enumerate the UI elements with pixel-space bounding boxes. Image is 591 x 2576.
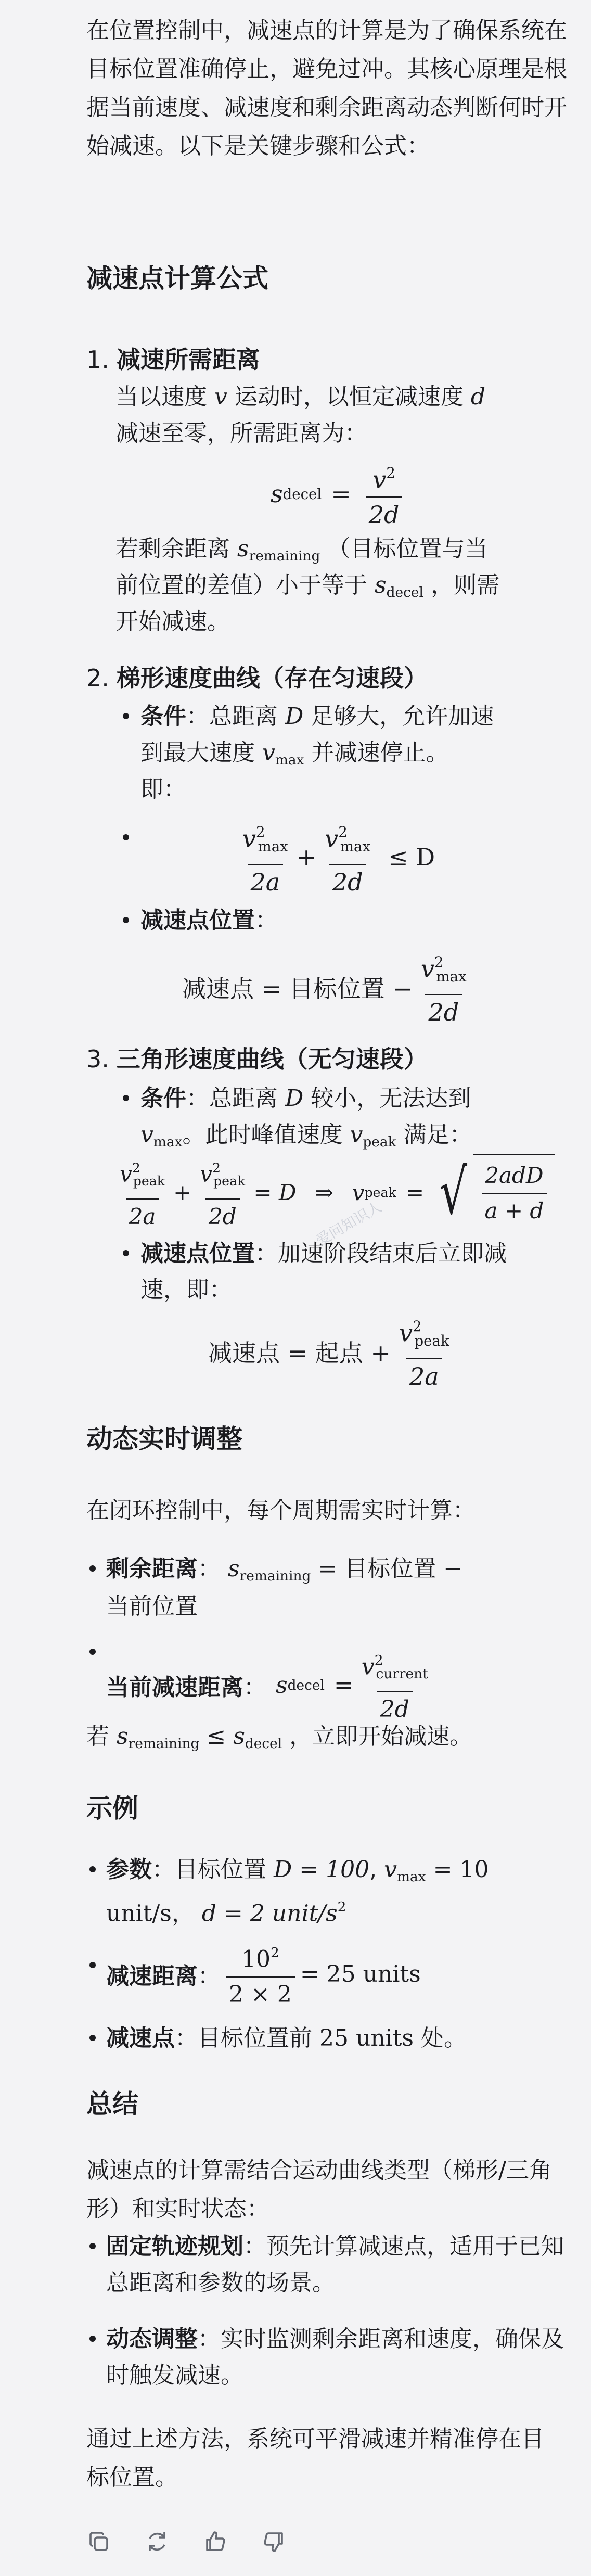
num: v (361, 1653, 375, 1680)
sub: peak (213, 1174, 246, 1189)
den: 2d (329, 864, 366, 897)
den: 2a (126, 1198, 159, 1232)
sup: 2 (256, 823, 265, 840)
summary-paragraph: 减速点的计算需结合运动曲线类型（梯形/三角形）和实时状态： (86, 2157, 552, 2222)
label: 剩余距离 (106, 1555, 198, 1582)
label: 动态调整 (106, 2326, 198, 2352)
num: v (200, 1161, 213, 1187)
text: ：加速阶段结束后立即减 (255, 1240, 507, 1267)
step-3-number: 3. (86, 1045, 109, 1073)
step-1-line2: 减速至零，所需距离为： (115, 420, 367, 447)
dynamic-condition (86, 1717, 575, 1763)
step-2-title-text: 梯形速度曲线（存在匀速段） (116, 664, 428, 692)
step-1-title-text: 减速所需距离 (116, 346, 260, 374)
copy-icon[interactable] (86, 2529, 111, 2554)
sub: peak (363, 1133, 396, 1150)
num: 2adD (485, 1162, 544, 1188)
text: ：实时监测剩余距离和速度，确保及时触发减速。 (106, 2326, 564, 2389)
sup: 2 (386, 464, 395, 481)
var-d: d (470, 384, 486, 410)
bullet-dot (123, 713, 129, 719)
sub: decel (282, 485, 322, 503)
text: 前位置的差值）小于等于 (115, 572, 367, 598)
var-s: s (375, 572, 387, 598)
sup: 2 (338, 823, 348, 840)
num: v (399, 1319, 413, 1347)
den: 2 × 2 (226, 1976, 295, 2010)
heading-dynamic: 动态实时调整 (86, 1424, 242, 1454)
den: 2a (248, 864, 284, 897)
heading-decel-formula: 减速点计算公式 (86, 263, 268, 294)
text: ，立即开始减速。 (289, 1723, 473, 1750)
var-v: v (214, 384, 227, 410)
fraction (117, 1153, 168, 1232)
example-params-line1: 参数：目标位置 D = 100, $v_{max} = 10$ (106, 1856, 489, 1885)
sub: max (153, 1133, 183, 1150)
formula-triangle-decel-point (208, 1311, 458, 1392)
step-1-condition-line3: 开始减速。 (115, 608, 230, 635)
colon: ： (255, 907, 278, 934)
label: 减速距离 (106, 1963, 198, 1990)
implies-arrow: ⇒ (315, 1180, 333, 1206)
text: ：预先计算减速点，适用于已知总距离和参数的场景。 (106, 2233, 564, 2296)
sub: max (396, 1868, 426, 1885)
fraction (197, 1153, 248, 1232)
sub: remaining (128, 1735, 200, 1752)
sup: 2 (271, 1945, 279, 1961)
summary-fixed-planning (106, 2228, 564, 2301)
var-D: D (285, 1085, 304, 1112)
sub: remaining (239, 1567, 311, 1584)
bullet-dot (89, 1649, 96, 1655)
text: 处。 (420, 2025, 467, 2051)
text: （目标位置与当 (327, 535, 488, 562)
watermark: 爱问知识人 (313, 1198, 385, 1249)
sup: 2 (374, 1652, 383, 1668)
fraction (322, 817, 374, 897)
sub: decel (386, 584, 423, 601)
label: 减速点 (106, 2025, 175, 2051)
formula-triangle-peak: $\frac{v^2_{peak}}{2a}$ + $\frac{v^2_{peak}}{2d}$ = D ⇒ v peak = √ $\frac{\text{2adD}}{a + d}$ (111, 1153, 555, 1232)
square-root: √ $\frac{\text{2adD}}{a + d}$ (433, 1154, 555, 1232)
sub: peak (414, 1332, 449, 1349)
bullet-dot (89, 1565, 96, 1572)
var-s: s (276, 1672, 288, 1699)
var-D: D (285, 703, 304, 730)
text: 到最大速度 (140, 739, 255, 766)
value: = 10 (433, 1856, 489, 1883)
sup: 2 (337, 1899, 346, 1915)
lhs: 减速点 = 目标位置 − (182, 974, 413, 1003)
sub: decel (245, 1735, 282, 1752)
text: 较小，无法达到 (311, 1085, 471, 1112)
label: 减速点位置 (140, 1240, 255, 1267)
text: 若剩余距离 (115, 535, 230, 562)
sub: current (376, 1666, 428, 1682)
num: v (242, 824, 256, 853)
bullet-dot (123, 917, 129, 923)
var-s: s (228, 1555, 240, 1582)
label: 条件 (140, 703, 186, 730)
bullet-dot (123, 1095, 129, 1101)
step-2-title (86, 660, 428, 696)
formula-trapezoid-decel-point (182, 947, 475, 1027)
bullet-dot (89, 1866, 96, 1872)
eq: = D (253, 1180, 297, 1206)
dynamic-current-decel: 当前减速距离 ： s decel = $\frac{v^2_{current}}{2d}$ (106, 1646, 436, 1725)
thumbs-down-icon[interactable] (261, 2529, 286, 2554)
text: ：目标位置 (152, 1856, 266, 1883)
text: 足够大，允许加速 (311, 703, 494, 730)
text: 满足： (403, 1121, 472, 1148)
rhs: = 25 units (300, 1960, 421, 1987)
step-3-decel-point-line1 (140, 1235, 567, 1272)
den: 2d (205, 1198, 240, 1232)
formula-s-decel: s decel = $\frac{v^2}{2d}$ (271, 458, 407, 530)
num: v (325, 824, 339, 853)
label: 固定轨迹规划 (106, 2233, 243, 2260)
summary-dynamic-adjust (106, 2321, 564, 2394)
dynamic-current-position: 当前位置 (106, 1593, 198, 1619)
example-decel-distance: 减速距离 ： $\frac{10^2}{2 \times 2}$ = 25 units (106, 1938, 421, 2010)
action-bar (86, 2529, 286, 2554)
step-2-condition-line1 (140, 698, 567, 735)
fraction (418, 947, 470, 1027)
den: a + d (482, 1193, 547, 1226)
var-s: s (233, 1723, 245, 1750)
unit: unit/s (106, 1900, 172, 1927)
var-s: s (117, 1723, 129, 1750)
sub: remaining (249, 547, 320, 564)
den: 2d (366, 496, 403, 530)
fraction (358, 1646, 431, 1725)
label: 条件 (140, 1085, 186, 1112)
sup: 2 (212, 1161, 221, 1176)
summary-conclusion: 通过上述方法，系统可平滑减速并精准停在目标位置。 (86, 2426, 544, 2491)
label: 当前减速距离 (106, 1674, 243, 1701)
step-1-title (86, 341, 260, 378)
text: ：总距离 (186, 1085, 278, 1112)
value: D = 100 (274, 1856, 370, 1883)
label: 减速点位置 (140, 907, 255, 934)
text: 运动时，以恒定减速度 (234, 384, 464, 410)
sub: peak (133, 1174, 165, 1189)
step-3-title-text: 三角形速度曲线（无匀速段） (116, 1045, 428, 1073)
text: ：目标位置前 (175, 2025, 312, 2051)
bullet-dot (89, 2336, 96, 2342)
step-3-decel-point-line2: 速，即： (140, 1277, 232, 1303)
formula-trapezoid-condition: $\frac{v^2_{max}}{2a}$ + $\frac{v^2_{max}}{2d}$ ≤ D (234, 817, 435, 897)
heading-summary: 总结 (86, 2089, 138, 2119)
sup: 2 (412, 1318, 422, 1335)
sub: peak (364, 1185, 396, 1201)
thumbs-up-icon[interactable] (203, 2529, 228, 2554)
step-2-decel-point-label (140, 902, 588, 939)
bullet-dot (123, 834, 129, 840)
text: ，则需 (430, 572, 499, 598)
den: 2d (377, 1691, 413, 1725)
eq: = 目标位置 − (318, 1555, 463, 1582)
num: 10 (241, 1946, 271, 1973)
sub: max (275, 751, 304, 768)
fraction (239, 817, 291, 897)
heading-example: 示例 (86, 1793, 138, 1823)
fraction (396, 1311, 453, 1392)
sub: max (436, 967, 467, 985)
text: 若 (86, 1723, 109, 1750)
var-v: v (262, 739, 275, 766)
text: 当以速度 (115, 384, 207, 410)
v: v (352, 1180, 365, 1206)
dynamic-remaining-distance: 剩余距离： $s_{remaining}$ = 目标位置 − (106, 1555, 463, 1584)
sup: 2 (434, 953, 444, 971)
rhs: ≤ D (388, 843, 435, 871)
text: 并减速停止。 (311, 739, 449, 766)
fraction (226, 1938, 295, 2010)
bullet-dot (89, 2243, 96, 2249)
bullet-dot (89, 2035, 96, 2041)
regenerate-icon[interactable] (145, 2529, 170, 2554)
example-decel-point (106, 2020, 554, 2057)
sub: max (258, 837, 288, 855)
fraction (482, 1161, 547, 1226)
bullet-dot (89, 1962, 96, 1968)
label: 参数 (106, 1856, 152, 1883)
var-s: s (237, 535, 249, 562)
num: v (120, 1161, 132, 1187)
den: 2a (406, 1358, 442, 1392)
num: v (372, 465, 387, 494)
step-3-title (86, 1041, 428, 1077)
s: s (271, 480, 283, 508)
step-1-line1 (115, 379, 563, 415)
step-1-number: 1. (86, 346, 109, 374)
sup: 2 (132, 1161, 140, 1176)
bullet-dot (123, 1250, 129, 1256)
value: 25 units (319, 2025, 414, 2051)
value: d = 2 unit/s (201, 1900, 338, 1927)
var-v: v (350, 1121, 363, 1148)
sub: decel (287, 1677, 325, 1693)
le: ≤ (207, 1723, 226, 1750)
den: 2d (425, 994, 462, 1027)
num: v (420, 954, 434, 983)
sub: max (340, 837, 371, 855)
var-v: v (140, 1121, 153, 1148)
text: 。此时峰值速度 (182, 1121, 343, 1148)
var-v: v (384, 1856, 397, 1883)
step-2-number: 2. (86, 664, 109, 692)
text: ：总距离 (186, 703, 278, 730)
lhs: 减速点 = 起点 + (208, 1338, 391, 1367)
fraction (366, 458, 403, 530)
step-3-condition-line1 (140, 1080, 567, 1117)
intro-paragraph: 在位置控制中，减速点的计算是为了确保系统在目标位置准确停止，避免过冲。其核心原理是根据当前速度、减速度和剩余距离动态判断何时开始减速。以下是关键步骤和公式： (86, 17, 567, 159)
example-params-line2: unit/s， d = 2 unit/$s^2$ (106, 1899, 346, 1927)
dynamic-intro: 在闭环控制中，每个周期需实时计算： (86, 1497, 476, 1524)
step-2-condition-line3: 即： (140, 776, 186, 802)
